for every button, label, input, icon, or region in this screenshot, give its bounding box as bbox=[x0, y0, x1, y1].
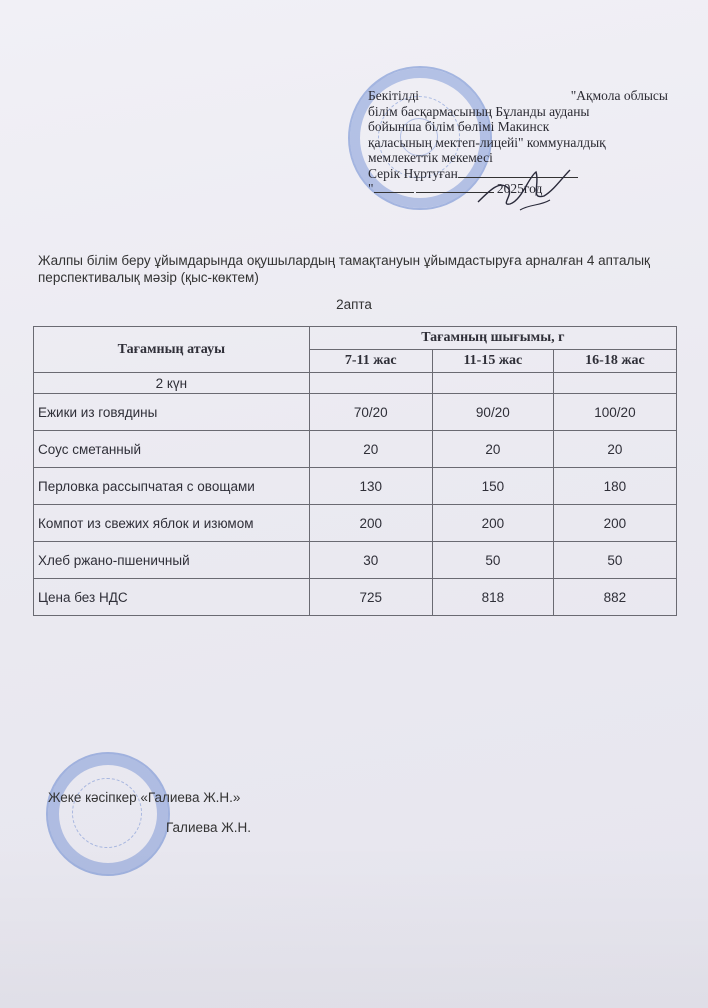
dish-name: Ежики из говядины bbox=[34, 394, 310, 431]
signature-name: Галиева Ж.Н. bbox=[166, 820, 251, 835]
org-line-4: қаласының мектеп-лицейі" коммуналдық bbox=[368, 134, 606, 150]
day-empty-cell bbox=[553, 373, 676, 394]
org-line-1: "Ақмола облысы bbox=[570, 88, 668, 103]
dish-name: Соус сметанный bbox=[34, 431, 310, 468]
org-line-5: мемлекеттік мекемесі bbox=[368, 150, 493, 165]
date-day-blank bbox=[374, 192, 414, 193]
price-value: 818 bbox=[432, 579, 553, 616]
dish-value: 90/20 bbox=[432, 394, 553, 431]
dish-value: 50 bbox=[432, 542, 553, 579]
dish-value: 150 bbox=[432, 468, 553, 505]
price-label: Цена без НДС bbox=[34, 579, 310, 616]
dish-name: Хлеб ржано-пшеничный bbox=[34, 542, 310, 579]
org-line-3: бойынша білім бөлімі Макинск bbox=[368, 119, 550, 134]
dish-value: 100/20 bbox=[553, 394, 676, 431]
price-value: 882 bbox=[553, 579, 676, 616]
date-year: 2025год bbox=[496, 181, 543, 196]
table-header-row bbox=[34, 327, 677, 350]
photo-shadow bbox=[0, 840, 708, 1008]
dish-value: 200 bbox=[309, 505, 432, 542]
table-row bbox=[34, 468, 677, 505]
stamp-inner-ring bbox=[72, 778, 142, 848]
header-age-7-11: 7-11 жас bbox=[309, 350, 432, 373]
date-open-quote: " bbox=[368, 181, 374, 196]
dish-value: 20 bbox=[432, 431, 553, 468]
dish-value: 70/20 bbox=[309, 394, 432, 431]
approval-first-line bbox=[368, 88, 668, 104]
header-age-11-15: 11-15 жас bbox=[432, 350, 553, 373]
dish-value: 180 bbox=[553, 468, 676, 505]
dish-value: 50 bbox=[553, 542, 676, 579]
week-label: 2апта bbox=[336, 297, 372, 312]
dish-value: 30 bbox=[309, 542, 432, 579]
dish-name: Перловка рассыпчатая с овощами bbox=[34, 468, 310, 505]
header-yield: Тағамның шығымы, г bbox=[309, 327, 676, 350]
table-row bbox=[34, 505, 677, 542]
menu-table bbox=[33, 326, 677, 616]
header-dish-name: Тағамның атауы bbox=[34, 327, 310, 373]
dish-value: 200 bbox=[432, 505, 553, 542]
table-row bbox=[34, 394, 677, 431]
approved-label: Бекітілді bbox=[368, 88, 420, 103]
price-row bbox=[34, 579, 677, 616]
org-line-2: білім басқармасының Бұланды ауданы bbox=[368, 103, 590, 119]
day-empty-cell bbox=[309, 373, 432, 394]
table-row bbox=[34, 431, 677, 468]
table-row bbox=[34, 542, 677, 579]
header-age-16-18: 16-18 жас bbox=[553, 350, 676, 373]
day-empty-cell bbox=[432, 373, 553, 394]
dish-value: 200 bbox=[553, 505, 676, 542]
day-label: 2 күн bbox=[34, 373, 310, 394]
dish-value: 20 bbox=[309, 431, 432, 468]
price-value: 725 bbox=[309, 579, 432, 616]
menu-description: Жалпы білім беру ұйымдарында оқушылардың тамақтануын ұйымдастыруға арналған 4 апталық перспективалық мәзір (қыс-көктем) bbox=[38, 253, 650, 285]
dish-value: 130 bbox=[309, 468, 432, 505]
entrepreneur-label: Жеке кәсіпкер «Галиева Ж.Н.» bbox=[48, 790, 241, 805]
day-row bbox=[34, 373, 677, 394]
approval-signature bbox=[470, 160, 580, 220]
dish-value: 20 bbox=[553, 431, 676, 468]
dish-name: Компот из свежих яблок и изюмом bbox=[34, 505, 310, 542]
signatory-name: Серік Нұртуған bbox=[368, 165, 458, 181]
